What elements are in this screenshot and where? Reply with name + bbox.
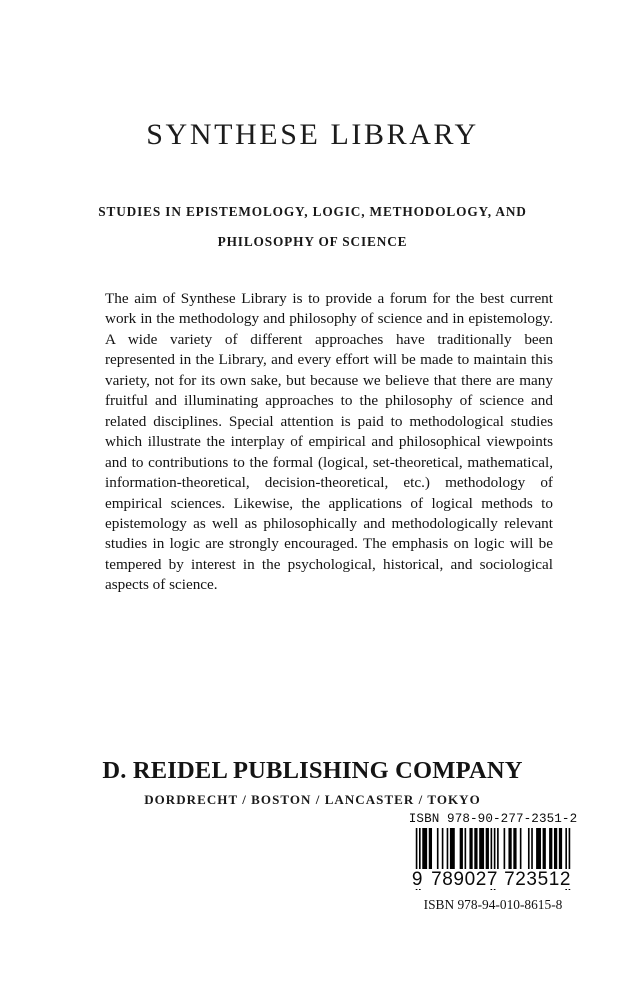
publisher-cities: DORDRECHT / BOSTON / LANCASTER / TOKYO (144, 792, 481, 807)
series-subtitle (0, 205, 625, 249)
series-description (105, 289, 553, 596)
publisher-name: D. REIDEL PUBLISHING COMPANY (102, 757, 523, 784)
ean-group-left: 789027 (431, 869, 499, 890)
series-subtitle-line-1: STUDIES IN EPISTEMOLOGY, LOGIC, METHODOLOGY, AND (98, 204, 527, 219)
series-description-text: The aim of Synthese Library is to provide a forum for the best current work in the methodology and philosophy of science and in epistemology. A wide variety of different approaches have traditionally been represented in the Library, and every effort will be made to maintain this variety, not for its own sake, but because we believe that there are many fruitful and illuminating approaches to the philosophy of science and related disciplines. Special attention is paid to methodological studies which illustrate the interplay of empirical and philosophical viewpoints and to contributions to the formal (logical, set-theoretical, mathematical, information-theoretical, decision-theoretical, etc.) methodology of empirical sciences. Likewise, the applications of logical methods to epistemology as well as philosophically and methodologically relevant studies in logic are strongly encouraged. The emphasis on logic will be tempered by interest in the psychological, historical, and sociological aspects of science. (105, 290, 553, 594)
series-subtitle-line-2: PHILOSOPHY OF SCIENCE (217, 234, 408, 250)
series-title: SYNTHESE LIBRARY (146, 118, 479, 151)
ean-lead-digit: 9 (411, 869, 424, 890)
ean-group-right: 723512 (504, 869, 572, 890)
isbn-13-label-bottom: ISBN 978-94-010-8615-8 (423, 897, 563, 912)
isbn-13-label-top: ISBN 978-90-277-2351-2 (408, 812, 578, 826)
ean-13-digits (406, 869, 580, 889)
